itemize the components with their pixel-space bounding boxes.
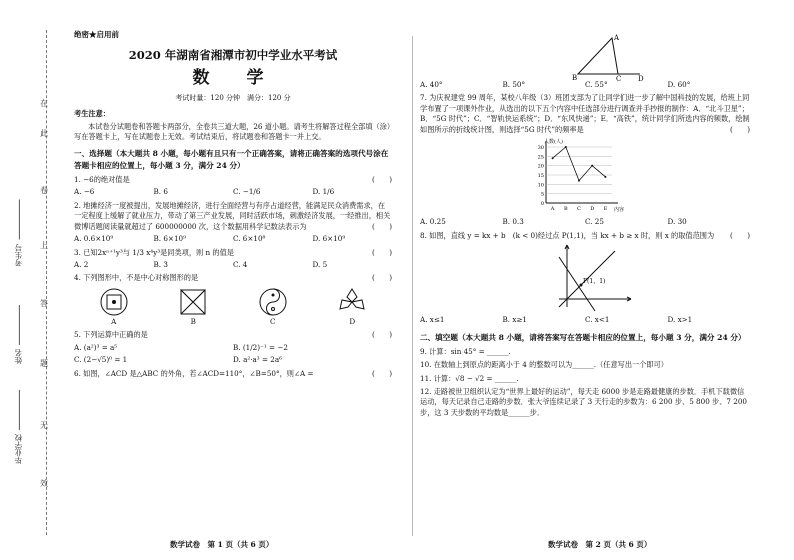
y-axis-label: 人数(人) [544, 139, 563, 146]
q7-options: A. 0.25 B. 0.3 C. 25 D. 30 [420, 217, 687, 227]
y-tick-label: 30 [537, 145, 544, 152]
confidential-mark: 绝密★启用前 [74, 30, 119, 39]
gutter-char: 此 [40, 129, 48, 138]
data-point-D [591, 165, 593, 167]
question-3: ( ) 3. 已知2xⁿ⁺¹y³与 1/3 x⁴y³是同类项，则 n 的值是 A. 2 B. 3 C. 4 D. 5 [74, 247, 392, 269]
x-tick-label: E [603, 206, 608, 213]
name-field[interactable]: 姓名 [14, 305, 25, 364]
page-2-footer: 数学试卷 第 2 页（共 6 页） [548, 540, 652, 549]
section-2-heading: 二、填空题（本大题共 8 小题，请将答案写在答题卡相应的位置上，每小题 3 分，满分 24 分） [420, 332, 746, 342]
question-2: 2. 地摊经济一度被提出，发展地摊经济，进行全面经营与有序占道经营，能满足民众消费需求，在一定程度上缓解了就业压力，带动了第三产业发展，同时活跃市场，刺激经济发展，一经推出，相关微博话题阅读量就超过了 600000000 次，这个数据用科学记数法表示为 ( ) A. 0.6×10⁹ B. 6×10⁹ C. 6×10⁸ D. 6×10⁹ [74, 200, 392, 244]
question-7: 7. 为庆祝建党 99 周年，某校八年级（3）班团支部为了让同学们进一步了解中国科技的发展，给班上同学布置了一项课外作业，从选出的以下五个内容中任选部分进行调查并手抄报的制作：A．“北斗卫星”；B．“5G 时代”；C．“智轨快运系统”；D．“东风快递”；E．“高铁”，统计同学们所选内容的频数，绘制如图所示的折线统计图，则选择“5G 时代”的频率是 ( ) [420, 93, 750, 134]
data-point-B [565, 146, 567, 148]
page-2 [420, 34, 750, 418]
frequency-line-chart [530, 137, 625, 215]
question-4: ( ) 4. 下列图形中，不是中心对称图形的是 A B C D [74, 273, 392, 326]
gutter-char: 上 [40, 241, 48, 250]
question-8: 8. 如图，直线 y = kx + b (k < 0)经过点 P(1,1)，当 kx + b ≥ x 时，则 x 的取值范围为 ( ) [420, 230, 750, 240]
gutter-char: 答 [40, 299, 48, 308]
binding-gutter [0, 0, 58, 560]
subject-title: 数 学 [192, 67, 274, 88]
q6-options: A. 40° B. 50° C. 55° D. 60° [420, 80, 691, 89]
gutter-char: 题 [40, 359, 48, 368]
page-1 [74, 30, 392, 379]
question-10: 10. 在数轴上到原点的距离小于 4 的整数可以为______.（任意写出一个即可） [420, 360, 668, 370]
y-tick-label: 0 [540, 201, 544, 208]
triangle-label: A [614, 34, 620, 42]
question-11: 11. 计算：√8 − √2 = ______. [420, 373, 519, 383]
question-6: ( ) 6. 如图，∠ACD 是△ABC 的外角，若∠ACD=110°，∠B=50°，则∠A = [74, 368, 392, 378]
question-9: 9. 计算：sin 45° = ______. [420, 346, 511, 356]
x-tick-label: C [577, 206, 581, 213]
y-tick-label: 20 [537, 163, 544, 170]
exam-meta: 考试时量：120 分钟 满分：120 分 [175, 94, 291, 103]
line-graph-figure [555, 241, 635, 313]
figure-b: B [178, 287, 208, 327]
q8-options: A. x≤1 B. x≥1 C. x<1 D. x>1 [420, 315, 693, 325]
section-1-heading: 一、选择题（本大题共 8 小题，每小题有且只有一个正确答案，请将正确答案的选项代号涂在答题卡相应的位置上，每小题 3 分，满分 24 分） [74, 148, 389, 170]
question-1: ( ) 1. −6的绝对值是 A. −6 B. 6 C. −1/6 D. 1/6 [74, 174, 392, 197]
gutter-char: 在 [40, 99, 48, 108]
y-tick-label: 10 [537, 182, 544, 189]
x-axis-label: 内容 [614, 207, 625, 214]
triangle-label: B [572, 74, 578, 82]
notes-text: 本试卷分试题卷和答题卡两部分，全卷共三道大题，26 道小题。请考生将解答过程全部填（涂）写在答题卡上，写在试题卷上无效。考试结束后，将试题卷和答题卡一并上交。 [74, 121, 391, 142]
data-point-C [578, 180, 580, 182]
figure-d: D [337, 287, 367, 327]
triangle-label: C [616, 75, 622, 83]
question-12: 12. 走路被世卫组织认定为“世界上最好的运动”，每天走 6000 步是走路最健康的步数．手机下载微信运动，每天记录自己走路的步数．张大爷连续记录了 3 天行走的步数为：6 200 步、5 800 步、7 200 步，这 3 天步数的平均数是______步． [420, 386, 748, 417]
page-divider [412, 36, 413, 536]
question-5: ( ) 5. 下列运算中正确的是 A. (a²)³ = a⁵ B. (1/2)⁻¹ = −2 C. (2−√5)⁰ = 1 D. a²·a³ = 2a⁶ [74, 330, 392, 365]
triangle-label: D [638, 75, 644, 83]
school-field[interactable]: 毕业学校 [14, 390, 25, 464]
gutter-char: 效 [40, 479, 48, 488]
series-line [553, 147, 606, 181]
notes-heading: 考生注意： [74, 109, 110, 119]
triangle-figure [570, 32, 650, 82]
gutter-char: 无 [40, 421, 48, 430]
x-tick-label: B [563, 206, 568, 213]
gutter-char: 卷 [40, 186, 48, 195]
data-point-A [552, 157, 554, 159]
exam-title: 2020 年湖南省湘潭市初中学业水平考试 [128, 47, 338, 62]
x-tick-label: A [550, 206, 555, 213]
candidate-number-field[interactable]: 考生号 [14, 200, 25, 267]
data-point-E [604, 176, 606, 178]
x-tick-label: D [590, 206, 595, 213]
y-tick-label: 15 [537, 173, 544, 180]
y-tick-label: 25 [537, 154, 544, 161]
point-p-label: P(1，1) [583, 278, 606, 286]
page-1-footer: 数学试卷 第 1 页（共 6 页） [170, 540, 274, 549]
figure-a: A [99, 287, 129, 327]
figure-c: C [258, 287, 288, 327]
y-tick-label: 5 [540, 191, 544, 198]
